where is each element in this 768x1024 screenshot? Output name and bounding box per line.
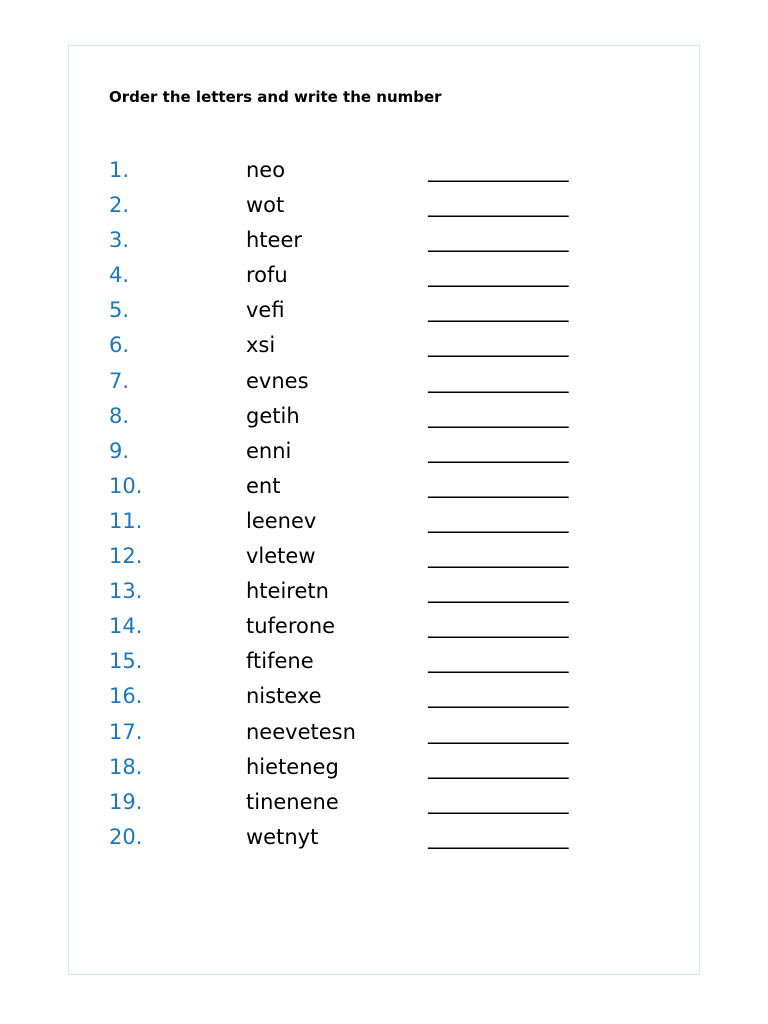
item-number: 13.	[109, 579, 143, 604]
scrambled-word: tuferone	[246, 614, 336, 639]
exercise-row	[69, 755, 699, 790]
answer-blank[interactable]: ______________	[428, 579, 568, 604]
scrambled-word: rofu	[246, 263, 288, 288]
exercise-row	[69, 193, 699, 228]
scrambled-word: vefi	[246, 298, 285, 323]
answer-blank[interactable]: ______________	[428, 333, 568, 358]
item-number: 4.	[109, 263, 130, 288]
answer-blank[interactable]: ______________	[428, 684, 568, 709]
exercise-row	[69, 404, 699, 439]
scrambled-word: xsi	[246, 333, 276, 358]
exercise-row	[69, 825, 699, 860]
exercise-row	[69, 158, 699, 193]
answer-blank[interactable]: ______________	[428, 158, 568, 182]
answer-blank[interactable]: ______________	[428, 438, 568, 463]
item-number: 17.	[109, 719, 143, 744]
item-number: 5.	[109, 298, 130, 323]
exercise-row	[69, 474, 699, 509]
exercise-row	[69, 369, 699, 404]
answer-blank[interactable]: ______________	[428, 649, 568, 674]
answer-blank[interactable]: ______________	[428, 824, 568, 849]
answer-blank[interactable]: ______________	[428, 789, 568, 814]
answer-blank[interactable]: ______________	[428, 403, 568, 428]
scrambled-word: neevetesn	[246, 719, 356, 744]
exercise-list	[69, 158, 699, 860]
item-number: 12.	[109, 544, 143, 569]
answer-blank[interactable]: ______________	[428, 263, 568, 288]
worksheet-title: Order the letters and write the number	[109, 88, 442, 106]
worksheet-page	[68, 45, 700, 975]
answer-blank[interactable]: ______________	[428, 508, 568, 533]
answer-blank[interactable]: ______________	[428, 614, 568, 639]
exercise-row	[69, 790, 699, 825]
exercise-row	[69, 614, 699, 649]
answer-blank[interactable]: ______________	[428, 544, 568, 569]
item-number: 9.	[109, 438, 130, 463]
scrambled-word: nistexe	[246, 684, 322, 709]
exercise-row	[69, 544, 699, 579]
answer-blank[interactable]: ______________	[428, 719, 568, 744]
item-number: 14.	[109, 614, 143, 639]
item-number: 3.	[109, 228, 130, 253]
exercise-row	[69, 579, 699, 614]
scrambled-word: leenev	[246, 508, 317, 533]
item-number: 16.	[109, 684, 143, 709]
item-number: 2.	[109, 193, 130, 218]
answer-blank[interactable]: ______________	[428, 228, 568, 253]
item-number: 19.	[109, 789, 143, 814]
item-number: 10.	[109, 473, 143, 498]
item-number: 7.	[109, 368, 130, 393]
scrambled-word: ftifene	[246, 649, 314, 674]
answer-blank[interactable]: ______________	[428, 754, 568, 779]
scrambled-word: wot	[246, 193, 285, 218]
exercise-row	[69, 439, 699, 474]
scrambled-word: ent	[246, 473, 281, 498]
exercise-row	[69, 684, 699, 719]
answer-blank[interactable]: ______________	[428, 298, 568, 323]
scrambled-word: wetnyt	[246, 824, 319, 849]
item-number: 15.	[109, 649, 143, 674]
scrambled-word: hteiretn	[246, 579, 329, 604]
answer-blank[interactable]: ______________	[428, 193, 568, 218]
scrambled-word: enni	[246, 438, 292, 463]
exercise-row	[69, 263, 699, 298]
item-number: 11.	[109, 508, 143, 533]
scrambled-word: tinenene	[246, 789, 339, 814]
scrambled-word: hieteneg	[246, 754, 339, 779]
item-number: 1.	[109, 158, 130, 182]
item-number: 6.	[109, 333, 130, 358]
scrambled-word: hteer	[246, 228, 303, 253]
item-number: 18.	[109, 754, 143, 779]
exercise-row	[69, 333, 699, 368]
item-number: 20.	[109, 824, 143, 849]
exercise-row	[69, 720, 699, 755]
item-number: 8.	[109, 403, 130, 428]
exercise-row	[69, 649, 699, 684]
answer-blank[interactable]: ______________	[428, 368, 568, 393]
scrambled-word: getih	[246, 403, 300, 428]
scrambled-word: evnes	[246, 368, 309, 393]
answer-blank[interactable]: ______________	[428, 473, 568, 498]
scrambled-word: neo	[246, 158, 286, 182]
exercise-row	[69, 298, 699, 333]
exercise-row	[69, 228, 699, 263]
exercise-row	[69, 509, 699, 544]
scrambled-word: vletew	[246, 544, 316, 569]
